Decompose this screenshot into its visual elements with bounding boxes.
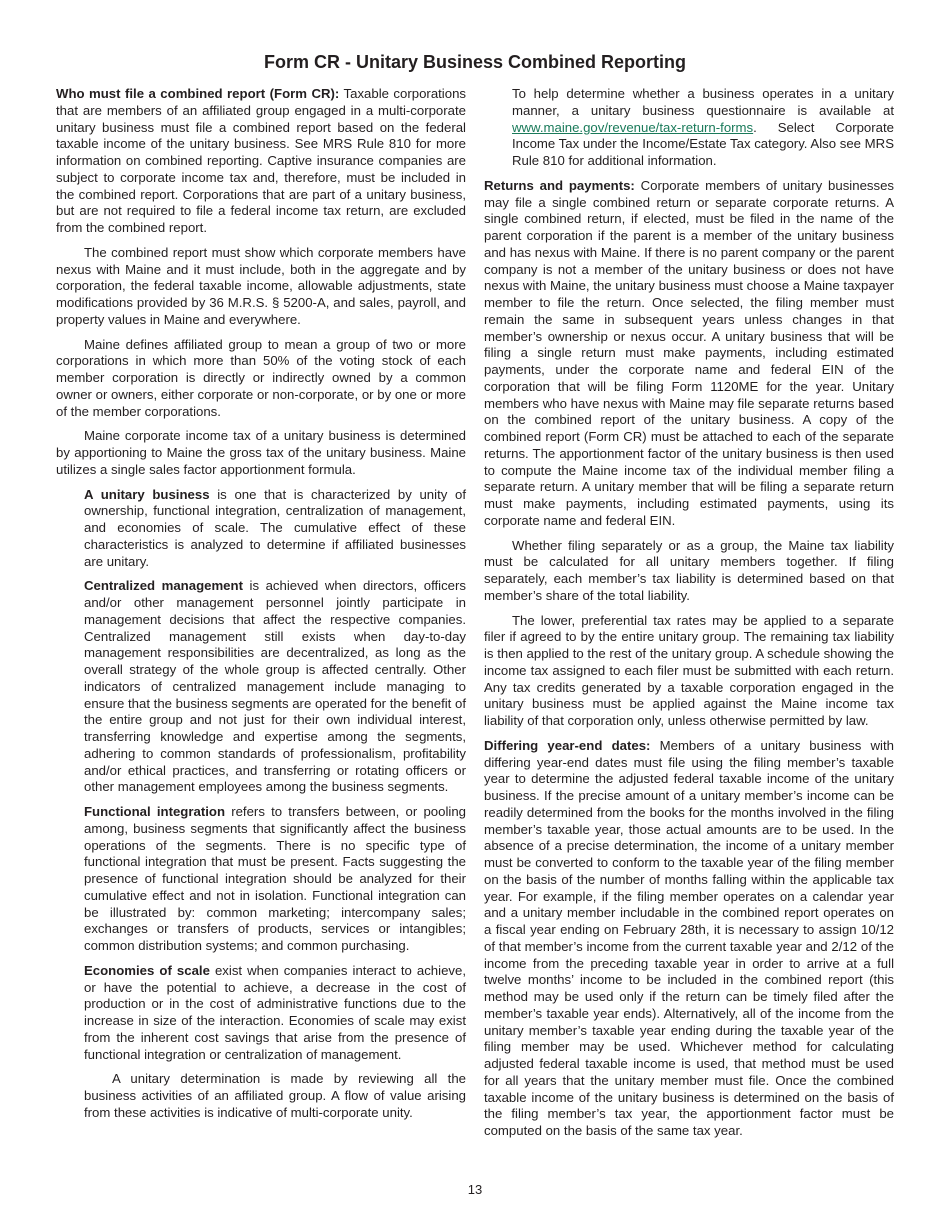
economies-of-scale-text: exist when companies interact to achieve, or have the potential to achieve, a decrease in the cost of production or in the cost of administrative functions due to the increase in size of the interaction. Economies of scale may exist from the inherent cost savings that arise from the presence of functional integration or centralization of management. [84,962,466,1062]
functional-integration-heading: Functional integration [84,804,225,819]
functional-integration-paragraph [84,804,466,955]
returns-payments-text: Corporate members of unitary businesses may file a single combined return or separate corporate returns. A single combined return, if elected, must be filed in the name of the parent corporation if the parent is a member of the unitary business and has nexus with Maine. If there is no parent company or the parent company is not a member of the unitary business or does not have nexus with Maine, the unitary business must choose a Maine taxpayer member to file the return. Once selected, the filing member must remain the same in subsequent years unless changes in that member’s ownership or nexus occur. A unitary business that will be filing a single return must make payments, including estimated payments, under the corporate name and federal EIN of the corporation that will be filing Form 1120ME for the year. Unitary members who have nexus with Maine may file separate returns based on the combined report of the unitary business. A copy of the combined report (Form CR) must be attached to each of the separate returns. The apportionment factor of the unitary business is then used to compute the Maine income tax of the individual member filing a separate return. A unitary member that will be filing a separate return must make payments, including estimated payments, using its corporate name and federal EIN. [484,177,895,528]
left-column [56,86,466,1130]
questionnaire-text-1: To help determine whether a business operates in a unitary manner, a unitary business questionnaire is available at [512,86,894,118]
page-number: 13 [467,1182,483,1197]
returns-payments-heading: Returns and payments: [484,177,635,193]
who-must-file-heading: Who must file a combined report (Form CR): [56,86,340,101]
tax-return-forms-link[interactable]: www.maine.gov/revenue/tax-return-forms [512,119,754,135]
unitary-business-text: is one that is characterized by unity of ownership, functional integration, centralization of management, and economies of scale. The cumulative effect of these characteristics is analyzed to determine if affiliated businesses are unitary. [84,486,467,569]
centralized-management-heading: Centralized management [84,578,243,594]
unitary-determination-paragraph: A unitary determination is made by reviewing all the business activities of an affiliated group. A flow of value arising from these activities is indicative of multi-corporate unity. [84,1071,466,1120]
unitary-business-heading: A unitary business [84,486,210,502]
preferential-rates-paragraph: The lower, preferential tax rates may be applied to a separate filer if agreed to by the entire unitary group. The remaining tax liability is then applied to the rest of the unitary group. A schedule showing the income tax assigned to each filer must be submitted with each return. Any tax credits generated by a taxable corporation engaged in the unitary business must be applied against the Maine income tax liability of that corporation only, unless otherwise permitted by law. [484,612,894,728]
page-title: Form CR - Unitary Business Combined Reporting [263,52,687,72]
year-end-dates-heading: Differing year-end dates: [484,737,651,753]
who-must-file-paragraph [56,86,466,237]
economies-of-scale-heading: Economies of scale [84,962,210,978]
economies-of-scale-paragraph [84,963,466,1064]
unitary-business-paragraph [84,487,466,571]
combined-report-paragraph: The combined report must show which corporate members have nexus with Maine and it must include, both in the aggregate and by corporation, the federal taxable income, allowable adjustments, state modifications provided by 36 M.R.S. § 5200-A, and sales, payroll, and property values in Maine and everywhere. [56,244,466,327]
right-column [484,86,894,1148]
apportionment-paragraph: Maine corporate income tax of a unitary business is determined by apportioning to Maine the gross tax of the unitary business. Maine utilizes a single sales factor apportionment formula. [56,428,466,477]
year-end-dates-text: Members of a unitary business with differing year-end dates must file using the filing member’s taxable year to determine the adjusted federal taxable income of the unitary business. If the precise amount of a unitary member’s income can be readily determined from the books for the months involved in the filing member’s taxable year, those actual amounts are to be used. In the absence of a precise determination, the income of a unitary member must be converted to conform to the taxable year of the filing member on the basis of the number of months falling within the applicable tax year. For example, if the filing member operates on a calendar year and a unitary member includable in the combined report operates on a fiscal year ending on February 28th, it is necessary to assign 10/12 of that member’s income from the current taxable year and 2/12 of the income from the preceding taxable year in order to arrive at a full twelve months’ income to be included in the combined report (this method may be used only if the return can be timely filed after the member’s taxable year ends). Alternatively, all of the income from the unitary member’s taxable year ending during the taxable year of the filing member may be used. Whichever method for calculating adjusted federal taxable income is used, that method must be used for all years that the unitary member must file. Once the combined taxable income of the unitary business is determined on the basis of the filing member’s tax year, the apportionment factor must be computed on the basis of the same tax year. [484,737,894,1138]
year-end-dates-paragraph [484,738,894,1140]
affiliated-group-paragraph: Maine defines affiliated group to mean a group of two or more corporations in which more than 50% of the voting stock of each member corporation is directly or indirectly owned by a common owner or owners, either corporate or non-corporate, or by one or more of the member corporations. [56,336,466,419]
tax-liability-paragraph: Whether filing separately or as a group, the Maine tax liability must be calculated for all unitary members together. If filing separately, each member’s tax liability is determined based on that member’s share of the total liability. [484,537,894,603]
functional-integration-text: refers to transfers between, or pooling among, business segments that significantly affect the business operations of the segments. There is no specific type of functional integration that must be present. Facts suggesting the presence of functional integration should be analyzed for their cumulative effect and not in isolation. Functional integration can be illustrated by: common marketing; intercompany sales; exchanges or transfers of products, services or intangibles; common distribution systems; and common purchasing. [84,804,466,953]
returns-payments-paragraph [484,178,894,530]
centralized-management-paragraph [84,578,466,796]
questionnaire-paragraph [512,86,894,170]
who-must-file-text: Taxable corporations that are members of an affiliated group engaged in a multi-corporate unitary business must file a combined report based on the federal taxable income of the unitary business. See MRS Rule 810 for more information on combined reporting. Captive insurance companies are subject to corporate income tax and, therefore, must be included in the combined report. Corporations that are part of a unitary business, but are not required to file a federal income tax return, are excluded from the combined report. [56,86,467,235]
questionnaire-text-2: . Select Corporate Income Tax under the Income/Estate Tax category. Also see MRS Rule 810 for additional information. [512,119,894,168]
centralized-management-text: is achieved when directors, officers and/or other management personnel jointly participate in management decisions that affect the respective companies. Centralized management still exists when day-to-day management responsibilities are decentralized, as long as the overall strategy of the whole group is affected centrally. Other indicators of centralized management include managing to ensure that the business segments are operated for the benefit of the entire group and not just for their own individual interest, transferring knowledge and expertise among the segments, adhering to common standards of professionalism, profitability and/or ethical practices, and transferring or rotating officers or other management employees among the business segments. [84,578,466,795]
